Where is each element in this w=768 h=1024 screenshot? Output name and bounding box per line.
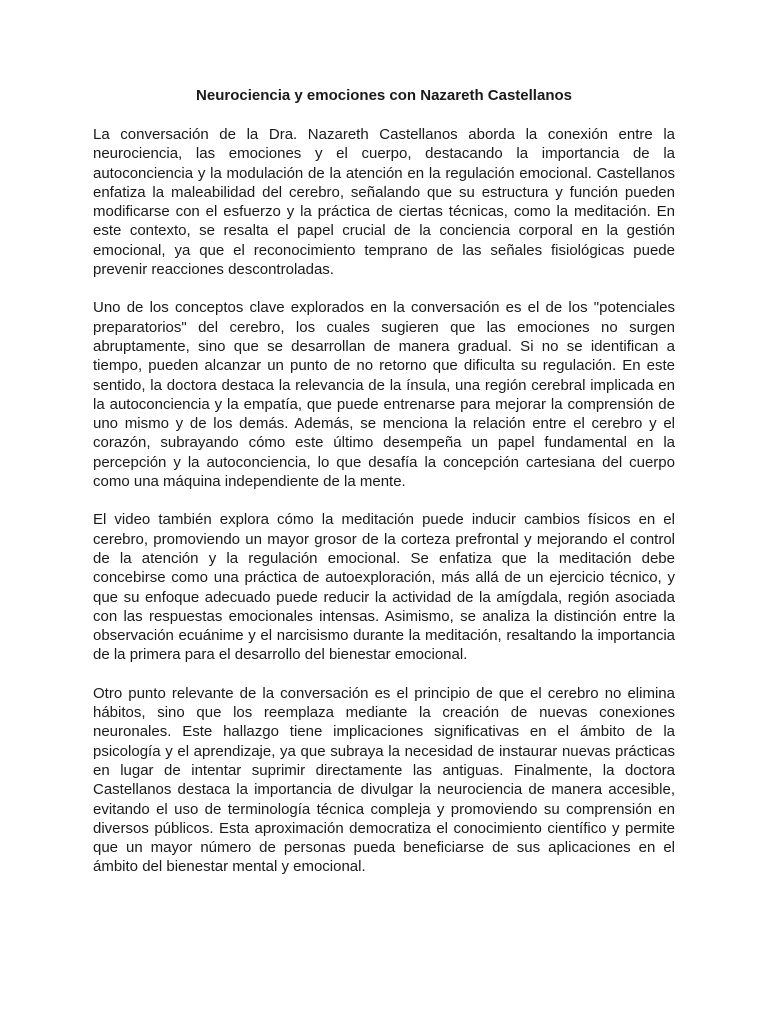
paragraph-4: Otro punto relevante de la conversación es el principio de que el cerebro no elimina hábitos, sino que los reemplaza mediante la creación de nuevas conexiones neuronales. Este hallazgo tiene implicaciones significativas en el ámbito de la psicología y el aprendizaje, ya que subraya la necesidad de instaurar nuevas prácticas en lugar de intentar suprimir directamente las antiguas. Finalmente, la doctora Castellanos destaca la importancia de divulgar la neurociencia de manera accesible, evitando el uso de terminología técnica compleja y promoviendo su comprensión en diversos públicos. Esta aproximación democratiza el conocimiento científico y permite que un mayor número de personas pueda beneficiarse de sus aplicaciones en el ámbito del bienestar mental y emocional. [93,684,675,876]
paragraph-3: El video también explora cómo la meditación puede inducir cambios físicos en el cerebro, promoviendo un mayor grosor de la corteza prefrontal y mejorando el control de la atención y la regulación emocional. Se enfatiza que la meditación debe concebirse como una práctica de autoexploración, más allá de un ejercicio técnico, y que su enfoque adecuado puede reducir la actividad de la amígdala, región asociada con las respuestas emocionales intensas. Asimismo, se analiza la distinción entre la observación ecuánime y el narcisismo durante la meditación, resaltando la importancia de la primera para el desarrollo del bienestar emocional. [93,511,675,664]
paragraph-2: Uno de los conceptos clave explorados en la conversación es el de los "potenciales preparatorios" del cerebro, los cuales sugieren que las emociones no surgen abruptamente, sino que se desarrollan de manera gradual. Si no se identifican a tiempo, pueden alcanzar un punto de no retorno que dificulta su regulación. En este sentido, la doctora destaca la relevancia de la ínsula, una región cerebral implicada en la autoconciencia y la empatía, que puede entrenarse para mejorar la comprensión de uno mismo y de los demás. Además, se menciona la relación entre el cerebro y el corazón, subrayando cómo este último desempeña un papel fundamental en la percepción y la autoconciencia, lo que desafía la concepción cartesiana del cuerpo como una máquina independiente de la mente. [93,299,675,491]
document-page [93,86,675,896]
paragraph-1: La conversación de la Dra. Nazareth Castellanos aborda la conexión entre la neurociencia, las emociones y el cuerpo, destacando la importancia de la autoconciencia y la modulación de la atención en la regulación emocional. Castellanos enfatiza la maleabilidad del cerebro, señalando que su estructura y función pueden modificarse con el esfuerzo y la práctica de ciertas técnicas, como la meditación. En este contexto, se resalta el papel crucial de la conciencia corporal en la gestión emocional, ya que el reconocimiento temprano de las señales fisiológicas puede prevenir reacciones descontroladas. [93,126,675,279]
document-title: Neurociencia y emociones con Nazareth Castellanos [196,87,572,104]
